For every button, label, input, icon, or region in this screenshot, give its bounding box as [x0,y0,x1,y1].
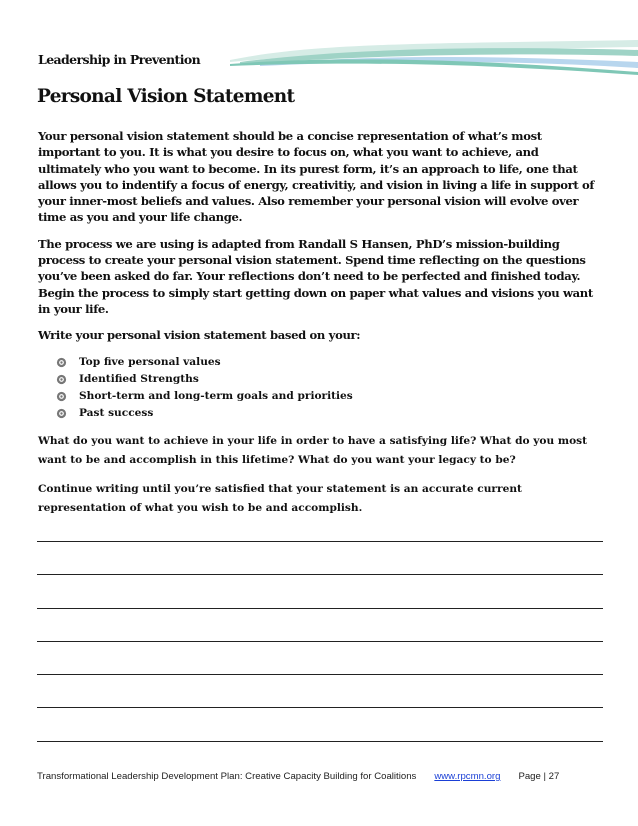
list-item [56,354,604,371]
gear-bullet-icon [56,391,67,402]
section-header-label: Leadership in Prevention [38,52,201,67]
list-item [56,371,604,388]
gear-bullet-icon [56,357,67,368]
footer-website-link[interactable]: www.rpcmn.org [434,771,501,782]
writing-line[interactable] [37,741,603,742]
writing-line[interactable] [37,674,603,675]
writing-line[interactable] [37,641,603,642]
writing-area[interactable] [37,541,603,774]
intro-paragraph: Your personal vision statement should be a concise representation of what’s most important to you. It is what you desire to focus on, what you want to achieve, and ultimately who you want to become. In its purest form, it’s an approach to life, one that allows you to indentify a focus of energy, creativitiy, and vision in living a life in support of your inner-most beliefs and values. Also remember your personal vision will evolve over time as you and your life change. [38,129,595,225]
list-item-label: Top five personal values [79,355,221,368]
process-paragraph: The process we are using is adapted from Randall S Hansen, PhD’s mission-building process to create your personal vision statement. Spend time reflecting on the questions you’ve been asked do far. Your reflections don’t need to be perfected and finished today. Begin the process to simply start getting down on paper what values and visions you want in your life. [38,236,593,316]
gear-bullet-icon [56,408,67,419]
list-item-label: Short-term and long-term goals and priorities [79,389,353,402]
gear-bullet-icon [56,374,67,385]
list-item-label: Identified Strengths [79,372,199,385]
bullet-intro-paragraph: Write your personal vision statement based on your: [38,328,361,343]
writing-line[interactable] [37,608,603,609]
writing-instruction: Continue writing until you’re satisfied that your statement is an accurate current representation of what you wish to be and accomplish. [38,482,522,514]
writing-line[interactable] [37,574,603,575]
header-swoosh-graphic [230,38,638,78]
page-title: Personal Vision Statement [37,86,295,107]
footer-page-number: Page | 27 [518,771,560,782]
footer-document-title: Transformational Leadership Development Plan: Creative Capacity Building for Coalitions [37,771,417,782]
basis-list [38,354,604,422]
page-footer [37,771,603,782]
reflection-questions: What do you want to achieve in your life in order to have a satisfying life? What do you most want to be and accomplish in this lifetime? What do you want your legacy to be? [38,434,588,466]
list-item [56,388,604,405]
list-item [56,405,604,422]
list-item-label: Past success [79,406,154,419]
writing-line[interactable] [37,707,603,708]
document-body [38,128,604,528]
writing-line[interactable] [37,541,603,542]
